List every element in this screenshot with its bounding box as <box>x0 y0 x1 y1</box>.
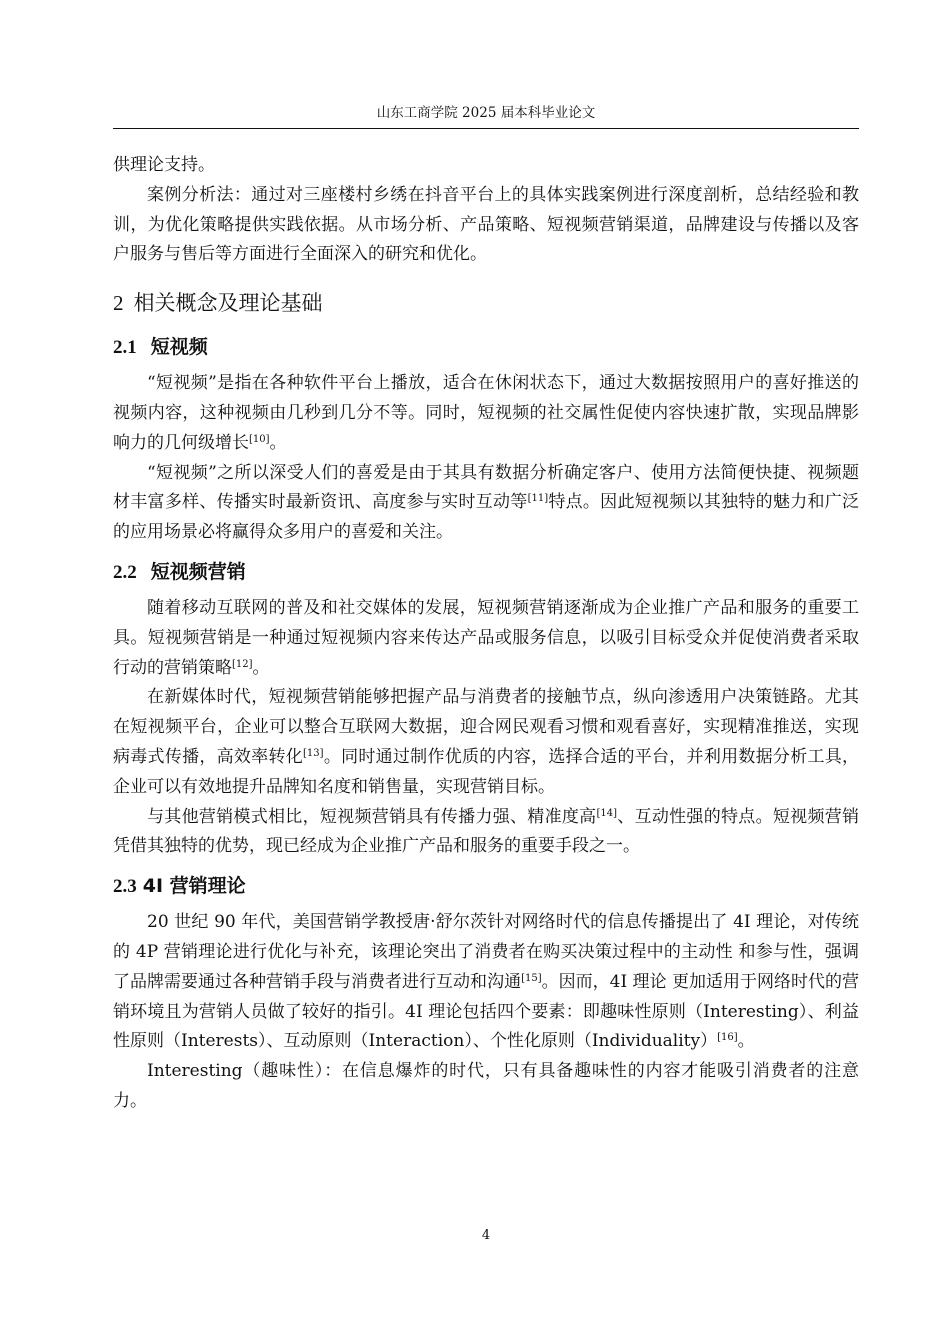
section-number: 2.1 <box>113 337 137 359</box>
section-heading-2-2 <box>113 555 859 590</box>
citation: [11] <box>527 493 549 505</box>
citation: [16] <box>717 1032 738 1044</box>
page-number: 4 <box>481 1228 491 1243</box>
page-body <box>113 150 859 1117</box>
section-number: 2.2 <box>113 561 137 583</box>
running-header: 山东工商学院 2025 届本科毕业论文 <box>376 105 596 121</box>
chapter-heading <box>113 283 859 323</box>
paragraph: “短视频”之所以深受人们的喜爱是由于其具有数据分析确定客户、使用方法简便快捷、视频题材丰富多样、传播实时最新资讯、高度参与实时互动等[11]特点。因此短视频以其独特的魅力和广泛的应用场景必将赢得众多用户的喜爱和关注。 <box>113 462 860 543</box>
paragraph: Interesting（趣味性）：在信息爆炸的时代，只有具备趣味性的内容才能吸引消费者的注意力。 <box>113 1061 859 1111</box>
section-heading-2-1 <box>113 330 859 365</box>
paragraph: 随着移动互联网的普及和社交媒体的发展，短视频营销逐渐成为企业推广产品和服务的重要工具。短视频营销是一种通过短视频内容来传达产品或服务信息，以吸引目标受众并促使消费者采取行动的营销策略[12]。 <box>113 597 859 678</box>
paragraph: 20 世纪 90 年代，美国营销学教授唐·舒尔茨针对网络时代的信息传播提出了 4I 理论，对传统的 4P 营销理论进行优化与补充，该理论突出了消费者在购买决策过程中的主动性 和参与性，强调了品牌需要通过各种营销手段与消费者进行互动和沟通[15]。因而，4I 理论 更加适用于网络时代的营销环境且为营销人员做了较好的指引。4I 理论包括四个要素：即趣味性原则（Interesting）、利益性原则（Interests）、互动原则（Interaction）、个性化原则（Individuality）[16]。 <box>113 912 860 1052</box>
section-title: 4I 营销理论 <box>142 875 246 898</box>
paragraph: “短视频”是指在各种软件平台上播放，适合在休闲状态下，通过大数据按照用户的喜好推送的视频内容，这种视频由几秒到几分不等。同时，短视频的社交属性促使内容快速扩散，实现品牌影响力的几何级增长[10]。 <box>113 373 859 453</box>
citation: [13] <box>303 747 324 759</box>
case-analysis-paragraph: 案例分析法：通过对三座楼村乡绣在抖音平台上的具体实践案例进行深度剖析，总结经验和教训，为优化策略提供实践依据。从市场分析、产品策略、短视频营销渠道，品牌建设与传播以及客户服务与售后等方面进行全面深入的研究和优化。 <box>113 184 859 265</box>
chapter-number: 2 <box>113 291 124 316</box>
section-number: 2.3 <box>113 876 137 898</box>
citation: [10] <box>249 433 270 445</box>
section-title: 短视频营销 <box>150 560 246 583</box>
paragraph: 在新媒体时代，短视频营销能够把握产品与消费者的接触节点，纵向渗透用户决策链路。尤其在短视频平台，企业可以整合互联网大数据，迎合网民观看习惯和观看喜好，实现精准推送，实现病毒式传播，高效率转化[13]。同时通过制作优质的内容，选择合适的平台，并利用数据分析工具，企业可以有效地提升品牌知名度和销售量，实现营销目标。 <box>113 687 860 797</box>
citation: [14] <box>596 807 617 819</box>
citation: [12] <box>232 658 253 670</box>
section-heading-2-3 <box>113 869 859 904</box>
paragraph: 与其他营销模式相比，短视频营销具有传播力强、精准度高[14]、互动性强的特点。短视频营销凭借其独特的优势，现已经成为企业推广产品和服务的重要手段之一。 <box>113 806 860 857</box>
chapter-title: 相关概念及理论基础 <box>133 291 323 316</box>
section-title: 短视频 <box>150 336 208 359</box>
citation: [15] <box>521 972 542 984</box>
continued-paragraph: 供理论支持。 <box>113 155 215 175</box>
header-rule <box>113 128 859 129</box>
